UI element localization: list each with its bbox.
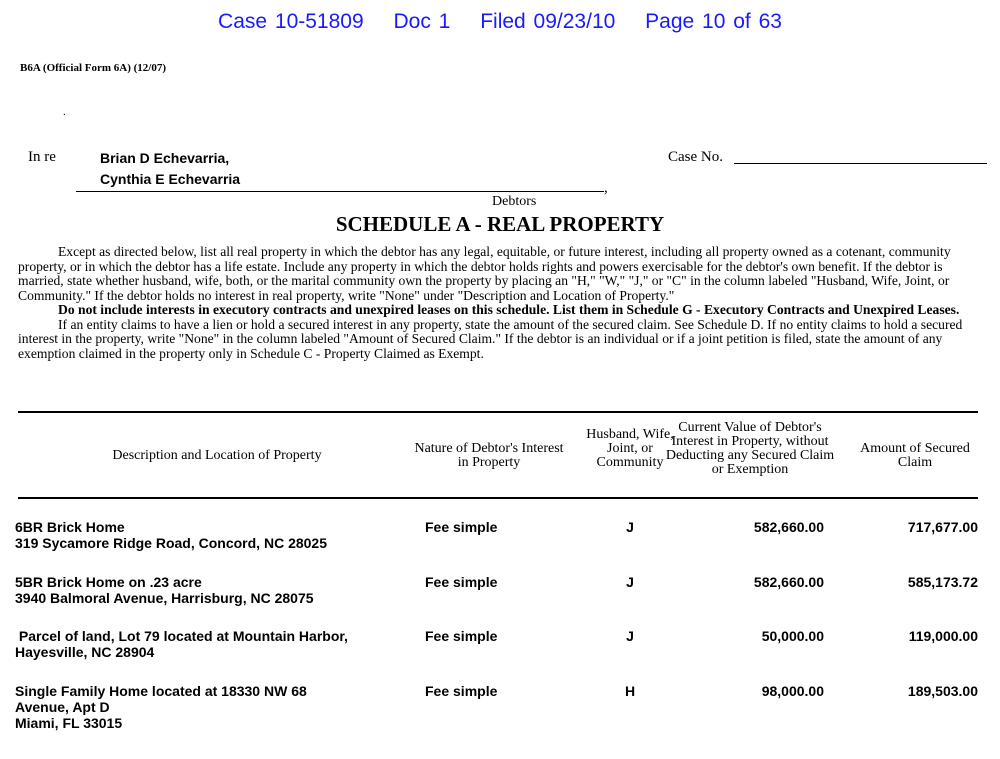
instruction-paragraph: Except as directed below, list all real property in which the debtor has any legal, equitable, or future interest, including all property owned as a cotenant, community property, or in which the debtor has a life estate. Include any property in which the debtor holds rights and powers exercisable for the debtor's own benefit. If the debtor is married, state whether husband, wife, both, or the marital community own the property by placing an "H," "W," "J," or "C" in the column labeled "Husband, Wife, Joint, or Community." If the debtor holds no interest in real property, write "None" under "Description and Location of Property.": [18, 244, 951, 303]
row-4-secured-claim: 189,503.00: [907, 683, 978, 699]
table-header-rule: [18, 497, 978, 499]
row-3-hwjc: J: [626, 628, 634, 644]
row-1-hwjc: J: [626, 519, 634, 535]
row-3-nature: Fee simple: [425, 628, 498, 644]
row-1-description: 6BR Brick Home 319 Sycamore Ridge Road, Concord, NC 28025: [15, 519, 327, 551]
header-husband-wife-joint-community: Husband, Wife, Joint, or Community: [586, 427, 674, 470]
doc-number-stamp: Doc 1: [393, 10, 451, 33]
row-4-description: Single Family Home located at 18330 NW 68 Avenue, Apt D Miami, FL 33015: [15, 683, 307, 731]
stray-mark: .: [63, 106, 66, 118]
debtor-underline: [76, 191, 604, 192]
court-filing-stamp: [0, 10, 1000, 34]
instruction-bold-paragraph: Do not include interests in executory contracts and unexpired leases on this schedule. List them in Schedule G - Executory Contracts and Unexpired Leases.: [58, 302, 960, 317]
row-4-nature: Fee simple: [425, 683, 498, 699]
row-3-current-value: 50,000.00: [761, 628, 824, 644]
debtor-comma: ,: [604, 180, 608, 196]
case-no-label: Case No.: [668, 149, 723, 165]
header-description: Description and Location of Property: [112, 448, 322, 463]
row-2-secured-claim: 585,173.72: [907, 574, 978, 590]
filed-date-stamp: Filed 09/23/10: [480, 10, 616, 33]
row-2-nature: Fee simple: [425, 574, 498, 590]
row-1-nature: Fee simple: [425, 519, 498, 535]
row-4-hwjc: H: [624, 683, 636, 699]
case-no-blank-line: [734, 163, 987, 164]
row-3-description: Parcel of land, Lot 79 located at Mountain Harbor, Hayesville, NC 28904: [15, 628, 348, 660]
instruction-paragraph: If an entity claims to have a lien or hold a secured interest in any property, state the amount of the secured claim. See Schedule D. If no entity claims to hold a secured interest in the property, write "None" in the column labeled "Amount of Secured Claim." If the debtor is an individual or if a joint petition is filed, state the amount of any exemption claimed in the property only in Schedule C - Property Claimed as Exempt.: [18, 316, 963, 361]
row-4-current-value: 98,000.00: [761, 683, 824, 699]
page-number-stamp: Page 10 of 63: [645, 10, 782, 33]
row-3-secured-claim: 119,000.00: [908, 628, 978, 644]
case-number-stamp: Case 10-51809: [218, 10, 364, 33]
form-identifier: B6A (Official Form 6A) (12/07): [20, 62, 167, 74]
row-1-secured-claim: 717,677.00: [907, 519, 978, 535]
debtor-name-1: Brian D Echevarria,: [100, 150, 230, 166]
table-top-rule: [18, 411, 978, 413]
in-re-label: In re: [28, 149, 56, 165]
schedule-title: SCHEDULE A - REAL PROPERTY: [335, 212, 665, 236]
debtor-name-2: Cynthia E Echevarria: [100, 171, 241, 187]
header-current-value: Current Value of Debtor's Interest in Property, without Deducting any Secured Claim or Exemption: [665, 420, 835, 477]
instructions: [18, 245, 976, 361]
debtors-label: Debtors: [492, 194, 537, 209]
row-2-current-value: 582,660.00: [753, 574, 824, 590]
row-1-current-value: 582,660.00: [753, 519, 824, 535]
row-2-hwjc: J: [626, 574, 634, 590]
row-2-description: 5BR Brick Home on .23 acre 3940 Balmoral Avenue, Harrisburg, NC 28075: [15, 574, 314, 606]
header-secured-claim: Amount of Secured Claim: [860, 441, 970, 470]
header-nature-of-interest: Nature of Debtor's Interest in Property: [414, 441, 564, 470]
